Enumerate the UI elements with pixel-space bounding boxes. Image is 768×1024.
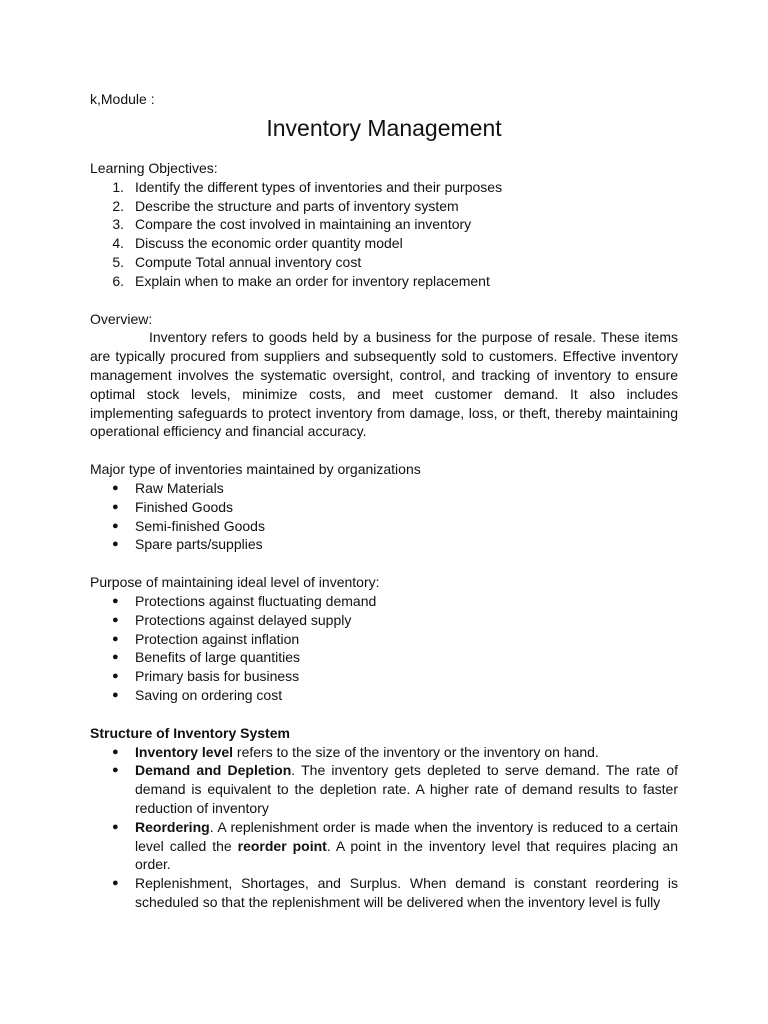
list-item-text: Describe the structure and parts of inventory system: [135, 197, 459, 214]
list-item: [90, 535, 678, 554]
term-reordering: Reordering: [135, 818, 210, 835]
list-item-text: Compare the cost involved in maintaining an inventory: [135, 216, 472, 233]
list-item: [90, 498, 678, 517]
bullet-icon: ●: [112, 594, 119, 607]
list-number: 5.: [112, 253, 124, 270]
term-reorder-point: reorder point: [237, 837, 327, 854]
bullet-icon: ●: [112, 688, 119, 701]
list-item: [90, 743, 678, 762]
list-item: [90, 592, 678, 611]
list-item-text: Protection against inflation: [135, 630, 300, 647]
list-item: [90, 874, 678, 912]
module-label: k,Module :: [90, 91, 155, 107]
bullet-icon: ●: [112, 500, 119, 513]
learning-objectives-section: [90, 159, 678, 291]
list-item-text: Spare parts/supplies: [135, 536, 263, 553]
list-item-text: Replenishment, Shortages, and Surplus. When demand is constant reordering is scheduled so that the replenishment will be delivered when the inventory level is fully: [135, 875, 678, 910]
inventory-purpose-section: [90, 573, 678, 705]
list-item-text: . A point in the inventory level that requires placing an order.: [135, 837, 679, 873]
list-number: 3.: [112, 216, 124, 233]
term-demand-depletion: Demand and Depletion: [135, 762, 292, 779]
list-item-text: Finished Goods: [135, 498, 234, 515]
learning-objectives-heading: Learning Objectives:: [90, 160, 218, 176]
list-item-text: Raw Materials: [135, 479, 224, 496]
list-item: [90, 197, 678, 216]
overview-heading: Overview:: [90, 310, 153, 327]
bullet-icon: ●: [112, 877, 119, 890]
page-title: Inventory Management: [266, 115, 502, 141]
list-item: [90, 761, 678, 817]
list-item: [90, 818, 678, 874]
bullet-icon: ●: [112, 519, 119, 532]
list-item: [90, 630, 678, 649]
inventory-structure-heading: Structure of Inventory System: [90, 724, 290, 741]
bullet-icon: ●: [112, 745, 119, 758]
list-item: [90, 178, 678, 197]
inventory-structure-section: [90, 724, 678, 912]
list-item-text: Benefits of large quantities: [135, 649, 300, 666]
overview-section: [90, 310, 678, 442]
list-item-text: . A replenishment order is made when the inventory is reduced to a certain level called the: [135, 818, 678, 854]
list-item: [90, 272, 678, 291]
inventory-types-section: [90, 460, 678, 554]
list-item: [90, 234, 678, 253]
bullet-icon: ●: [112, 764, 119, 777]
list-item-text: Identify the different types of inventories and their purposes: [135, 178, 503, 195]
list-item: [90, 479, 678, 498]
list-item: [90, 667, 678, 686]
list-item-text: Primary basis for business: [135, 668, 300, 685]
list-item-text: Protections against delayed supply: [135, 611, 352, 628]
list-number: 2.: [112, 197, 124, 214]
bullet-icon: ●: [112, 651, 119, 664]
list-number: 4.: [112, 235, 124, 252]
bullet-icon: ●: [112, 538, 119, 551]
bullet-icon: ●: [112, 820, 119, 833]
list-item-text: Saving on ordering cost: [135, 686, 283, 703]
inventory-types-heading: Major type of inventories maintained by organizations: [90, 461, 421, 478]
list-item-text: Semi-finished Goods: [135, 517, 265, 534]
learning-objectives-list: [90, 178, 678, 291]
list-item: [90, 686, 678, 705]
bullet-icon: ●: [112, 613, 119, 626]
term-inventory-level: Inventory level: [135, 743, 234, 760]
list-item: [90, 253, 678, 272]
inventory-structure-list: [90, 743, 678, 912]
list-item: [90, 215, 678, 234]
list-item: [90, 648, 678, 667]
bullet-icon: ●: [112, 670, 119, 683]
bullet-icon: ●: [112, 632, 119, 645]
list-item-text: Explain when to make an order for inventory replacement: [135, 272, 490, 289]
inventory-purpose-list: [90, 592, 678, 705]
list-item-text: Discuss the economic order quantity model: [135, 235, 403, 252]
list-item-text: Compute Total annual inventory cost: [135, 253, 362, 270]
bullet-icon: ●: [112, 481, 119, 494]
inventory-types-list: [90, 479, 678, 554]
list-item: [90, 517, 678, 536]
document-page: [90, 90, 678, 912]
list-item-text: refers to the size of the inventory or the inventory on hand.: [233, 743, 599, 760]
inventory-purpose-heading: Purpose of maintaining ideal level of inventory:: [90, 574, 380, 591]
list-item: [90, 611, 678, 630]
overview-paragraph: Inventory refers to goods held by a business for the purpose of resale. These items are typically procured from suppliers and subsequently sold to customers. Effective inventory management involves the systematic oversight, control, and tracking of inventory to ensure optimal stock levels, minimize costs, and meet customer demand. It also includes implementing safeguards to protect inventory from damage, loss, or theft, thereby maintaining operational efficiency and financial accuracy.: [90, 329, 678, 440]
list-number: 6.: [112, 272, 124, 289]
list-number: 1.: [112, 178, 124, 195]
list-item-text: . The inventory gets depleted to serve demand. The rate of demand is equivalent to the depletion rate. A higher rate of demand results to faster reduction of inventory: [135, 762, 678, 816]
list-item-text: Protections against fluctuating demand: [135, 592, 377, 609]
